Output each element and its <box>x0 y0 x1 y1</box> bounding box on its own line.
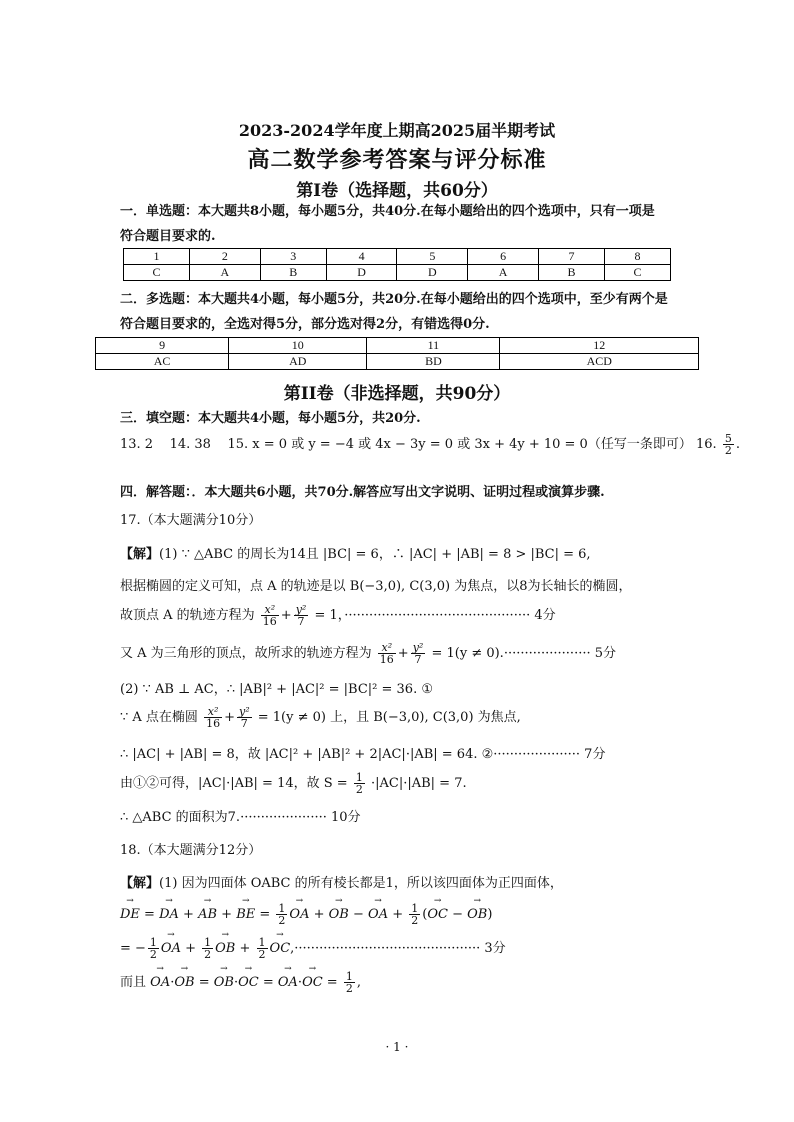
q17-line-9: ∴ △ABC 的面积为7.····················· 10分 <box>120 810 361 825</box>
q17-text-4b: = 1(y ≠ 0).····················· 5分 <box>431 646 616 661</box>
fraction-numerator: y² <box>238 705 250 718</box>
answer-16-end: . <box>735 437 740 452</box>
table-cell: B <box>260 265 326 281</box>
volume-2-title: 第II卷（非选择题，共90分） <box>283 384 511 404</box>
single-choice-answer-table <box>123 248 671 281</box>
fraction <box>261 604 279 627</box>
fraction <box>204 706 222 729</box>
table-cell: 1 <box>124 249 190 265</box>
q18-vector-equation-1: → DE = → DA + → AB + → BE = $\frac{1}{2}$ → OA + → OB − → OA + $\frac{1}{2}$ (→ OC − → OB) <box>120 903 492 926</box>
table-cell: AC <box>96 354 229 370</box>
table-cell: BD <box>367 354 500 370</box>
q17-line-2: 根据椭圆的定义可知，点 A 的轨迹是以 B(−3,0), C(3,0) 为焦点，以8为长轴长的椭圆， <box>120 579 632 594</box>
table-cell: ACD <box>500 354 699 370</box>
answer-16-label: 16. <box>695 437 717 452</box>
fraction-numerator: 1 <box>355 771 363 784</box>
table-cell: 12 <box>500 338 699 354</box>
q17-text-3a: 故顶点 A 的轨迹方程为 <box>120 608 255 623</box>
fraction-numerator: y² <box>295 603 307 616</box>
table-cell: 7 <box>539 249 605 265</box>
q17-line-4: 又 A 为三角形的顶点，故所求的轨迹方程为 $\frac{\text{x²}}{16}$ + $\frac{\text{y²}}{7}$ = 1(y ≠ 0).····················· 5分 <box>120 641 616 666</box>
q17-text-8a: 由①②可得，|AC|·|AB| = 14，故 S = <box>120 776 348 791</box>
table-cell: 2 <box>189 249 260 265</box>
fraction-numerator: 5 <box>724 432 732 445</box>
table-cell: 5 <box>397 249 468 265</box>
page-title: 高二数学参考答案与评分标准 <box>247 147 547 173</box>
q18-heading: 18.（本大题满分12分） <box>120 843 262 858</box>
table-cell: 3 <box>260 249 326 265</box>
table-cell: A <box>189 265 260 281</box>
table-row <box>96 338 699 354</box>
section-2-line-2: 符合题目要求的，全选对得5分，部分选对得2分，有错选得0分. <box>120 317 490 332</box>
q17-line-3: 故顶点 A 的轨迹方程为 $\frac{\text{x²}}{16}$ + $\frac{\text{y²}}{7}$ = 1，············································· 4分 <box>120 603 556 628</box>
page-number: · 1 · <box>385 1040 409 1054</box>
q17-line-1 <box>120 543 591 562</box>
answer-13: 13. 2 <box>120 437 154 452</box>
exam-title: 2023-2024学年度上期高2025届半期考试 <box>238 121 556 140</box>
fraction-denominator: 7 <box>297 615 305 628</box>
section-1-line-2: 符合题目要求的. <box>120 229 216 244</box>
answer-16-fraction <box>723 433 734 456</box>
q18-text-4b: , <box>356 975 361 990</box>
section-1-instructions <box>120 199 690 249</box>
multi-choice-answer-table <box>95 337 699 370</box>
table-cell: 11 <box>367 338 500 354</box>
q17-text-6a: ∵ A 点在椭圆 <box>120 710 198 725</box>
fraction-denominator: 7 <box>240 717 248 730</box>
fraction <box>237 706 252 729</box>
q18-vector-equation-2: = − $\frac{1}{2}$ → OA + $\frac{1}{2}$ → OB + $\frac{1}{2}$ → OC,············································· 3分 <box>120 937 506 960</box>
table-row <box>96 354 699 370</box>
table-cell: AD <box>229 354 367 370</box>
table-cell: A <box>468 265 539 281</box>
table-cell: 9 <box>96 338 229 354</box>
fraction-numerator: y² <box>412 641 424 654</box>
q17-line-6: ∵ A 点在椭圆 $\frac{\text{x²}}{16}$ + $\frac{\text{y²}}{7}$ = 1(y ≠ 0) 上，且 B(−3,0), C(3,0) 为焦点, <box>120 705 521 730</box>
table-cell: D <box>397 265 468 281</box>
q17-text-3b: = 1，············································· 4分 <box>314 608 556 623</box>
fraction-numerator: x² <box>378 642 396 654</box>
solution-tag: 【解】 <box>120 876 160 891</box>
q18-text-4a: 而且 <box>120 975 147 990</box>
fraction-numerator: x² <box>261 604 279 616</box>
table-cell: C <box>124 265 190 281</box>
fraction-denominator: 16 <box>262 615 277 628</box>
fraction <box>354 772 365 795</box>
table-cell: 10 <box>229 338 367 354</box>
table-row <box>124 265 671 281</box>
section-2-instructions <box>120 287 690 337</box>
table-cell: D <box>326 265 397 281</box>
q17-line-7: ∴ |AC| + |AB| = 8，故 |AC|² + |AB|² + 2|AC|·|AB| = 64. ②····················· 7分 <box>120 747 606 762</box>
fraction-numerator: x² <box>204 706 222 718</box>
q18-line-1 <box>120 872 563 891</box>
score-3: ············································· 3分 <box>294 941 506 956</box>
answer-15: 15. x = 0 或 y = −4 或 4x − 3y = 0 或 3x + 4y + 10 = 0（任写一条即可） <box>227 437 692 452</box>
fraction-denominator: 16 <box>379 653 394 666</box>
fraction <box>294 604 309 627</box>
q18-text-1: (1) 因为四面体 OABC 的所有棱长都是1，所以该四面体为正四面体， <box>159 876 563 891</box>
table-cell: 8 <box>604 249 670 265</box>
table-cell: C <box>604 265 670 281</box>
fraction <box>378 642 396 665</box>
table-row <box>124 249 671 265</box>
table-cell: B <box>539 265 605 281</box>
q17-text-1: (1) ∵ △ABC 的周长为14且 |BC| = 6，∴ |AC| + |AB| = 8 > |BC| = 6, <box>159 547 591 562</box>
fraction-denominator: 7 <box>414 653 422 666</box>
q17-text-4a: 又 A 为三角形的顶点，故所求的轨迹方程为 <box>120 646 372 661</box>
answer-14: 14. 38 <box>169 437 211 452</box>
section-2-line-1: 二．多选题：本大题共4小题，每小题5分，共20分.在每小题给出的四个选项中，至少有两个是 <box>120 292 668 307</box>
q17-line-8 <box>120 772 467 795</box>
fraction-denominator: 2 <box>355 783 363 796</box>
volume-1-title: 第I卷（选择题，共60分） <box>296 181 498 201</box>
q17-line-5: (2) ∵ AB ⊥ AC，∴ |AB|² + |AC|² = |BC|² = 36. ① <box>120 682 433 697</box>
q17-text-6b: = 1(y ≠ 0) 上，且 B(−3,0), C(3,0) 为焦点, <box>257 710 521 725</box>
solution-tag: 【解】 <box>120 547 160 562</box>
q18-vector-equation-3: 而且 → OA·→ OB = → OB·→ OC = → OA·→ OC = $\frac{1}{2}$ , <box>120 971 361 994</box>
q17-heading: 17.（本大题满分10分） <box>120 513 262 528</box>
section-1-line-1: 一．单选题：本大题共8小题，每小题5分，共40分.在每小题给出的四个选项中，只有一项是 <box>120 204 655 219</box>
fraction-denominator: 2 <box>724 444 732 457</box>
section-3-title: 三．填空题：本大题共4小题，每小题5分，共20分. <box>120 411 421 426</box>
fill-in-answers <box>120 433 740 456</box>
section-4-title: 四．解答题：．本大题共6小题，共70分.解答应写出文字说明、证明过程或演算步骤. <box>120 485 605 500</box>
q17-text-8b: ·|AC|·|AB| = 7. <box>370 776 467 791</box>
fraction-denominator: 16 <box>206 717 221 730</box>
table-cell: 4 <box>326 249 397 265</box>
table-cell: 6 <box>468 249 539 265</box>
fraction <box>411 642 426 665</box>
